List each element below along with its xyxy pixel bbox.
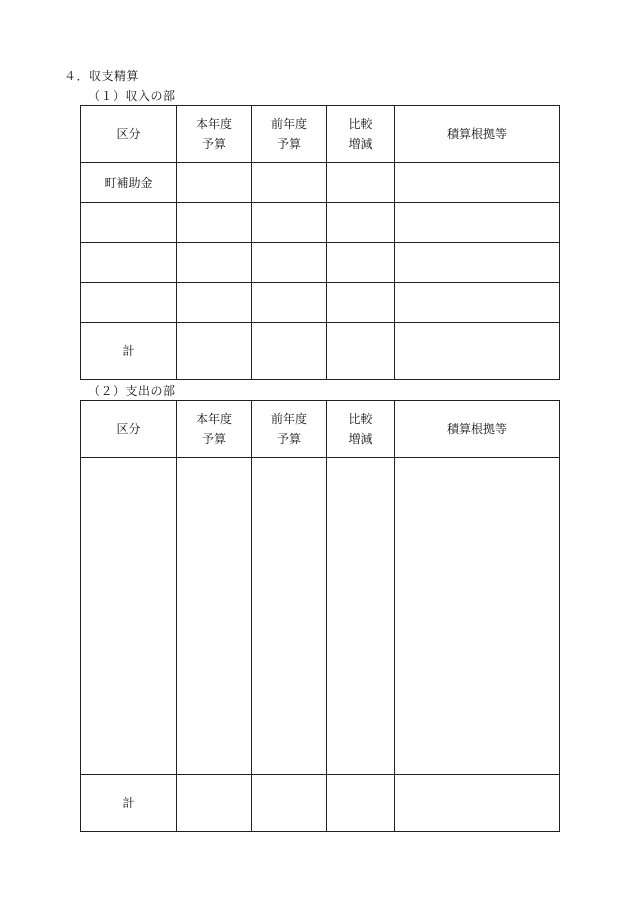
income-header-row [81,106,560,163]
income-category-cell [81,283,177,323]
expense-section-title: （２）支出の部 [88,384,176,398]
comparison-total-cell [327,323,395,380]
header-comparison-line1: 比較 [348,412,373,426]
expense-table [80,400,560,832]
basis-cell [395,243,560,283]
current-budget-cell [177,283,252,323]
income-row [81,283,560,323]
comparison-cell [327,203,395,243]
income-category-cell: 町補助金 [81,163,177,203]
expense-total-row [81,775,560,832]
comparison-cell [327,458,395,775]
current-budget-cell [177,203,252,243]
expense-header-row [81,401,560,458]
header-comparison [327,106,395,163]
header-comparison-line2: 増減 [348,432,373,446]
section-title: ４．収支精算 [64,69,140,83]
header-current-budget-line1: 本年度 [195,117,232,131]
income-row [81,243,560,283]
income-row [81,203,560,243]
basis-cell [395,203,560,243]
header-previous-budget-line1: 前年度 [270,117,307,131]
basis-total-cell [395,323,560,380]
comparison-cell [327,283,395,323]
header-basis: 積算根拠等 [395,401,560,458]
expense-category-cell [81,458,177,775]
previous-budget-cell [252,458,327,775]
header-previous-budget [252,106,327,163]
previous-budget-total-cell [252,775,327,832]
basis-cell [395,163,560,203]
comparison-cell [327,243,395,283]
income-total-label: 計 [81,323,177,380]
comparison-total-cell [327,775,395,832]
header-category: 区分 [81,106,177,163]
header-comparison-line2: 増減 [348,137,373,151]
header-previous-budget [252,401,327,458]
header-current-budget [177,401,252,458]
income-section-title: （１）収入の部 [88,89,176,103]
income-table [80,105,560,380]
header-category: 区分 [81,401,177,458]
current-budget-total-cell [177,323,252,380]
header-comparison-line1: 比較 [348,117,373,131]
income-category-cell [81,243,177,283]
basis-total-cell [395,775,560,832]
header-current-budget-line2: 予算 [201,137,226,151]
income-category-cell [81,203,177,243]
income-total-row [81,323,560,380]
previous-budget-cell [252,243,327,283]
header-previous-budget-line2: 予算 [276,137,301,151]
header-current-budget-line1: 本年度 [195,412,232,426]
current-budget-cell [177,163,252,203]
previous-budget-cell [252,203,327,243]
header-current-budget [177,106,252,163]
header-basis: 積算根拠等 [395,106,560,163]
header-previous-budget-line1: 前年度 [270,412,307,426]
comparison-cell [327,163,395,203]
header-comparison [327,401,395,458]
basis-cell [395,283,560,323]
current-budget-cell [177,458,252,775]
current-budget-cell [177,243,252,283]
current-budget-total-cell [177,775,252,832]
previous-budget-cell [252,283,327,323]
previous-budget-cell [252,163,327,203]
expense-total-label: 計 [81,775,177,832]
header-previous-budget-line2: 予算 [276,432,301,446]
previous-budget-total-cell [252,323,327,380]
header-current-budget-line2: 予算 [201,432,226,446]
expense-body-row [81,458,560,775]
basis-cell [395,458,560,775]
income-row [81,163,560,203]
